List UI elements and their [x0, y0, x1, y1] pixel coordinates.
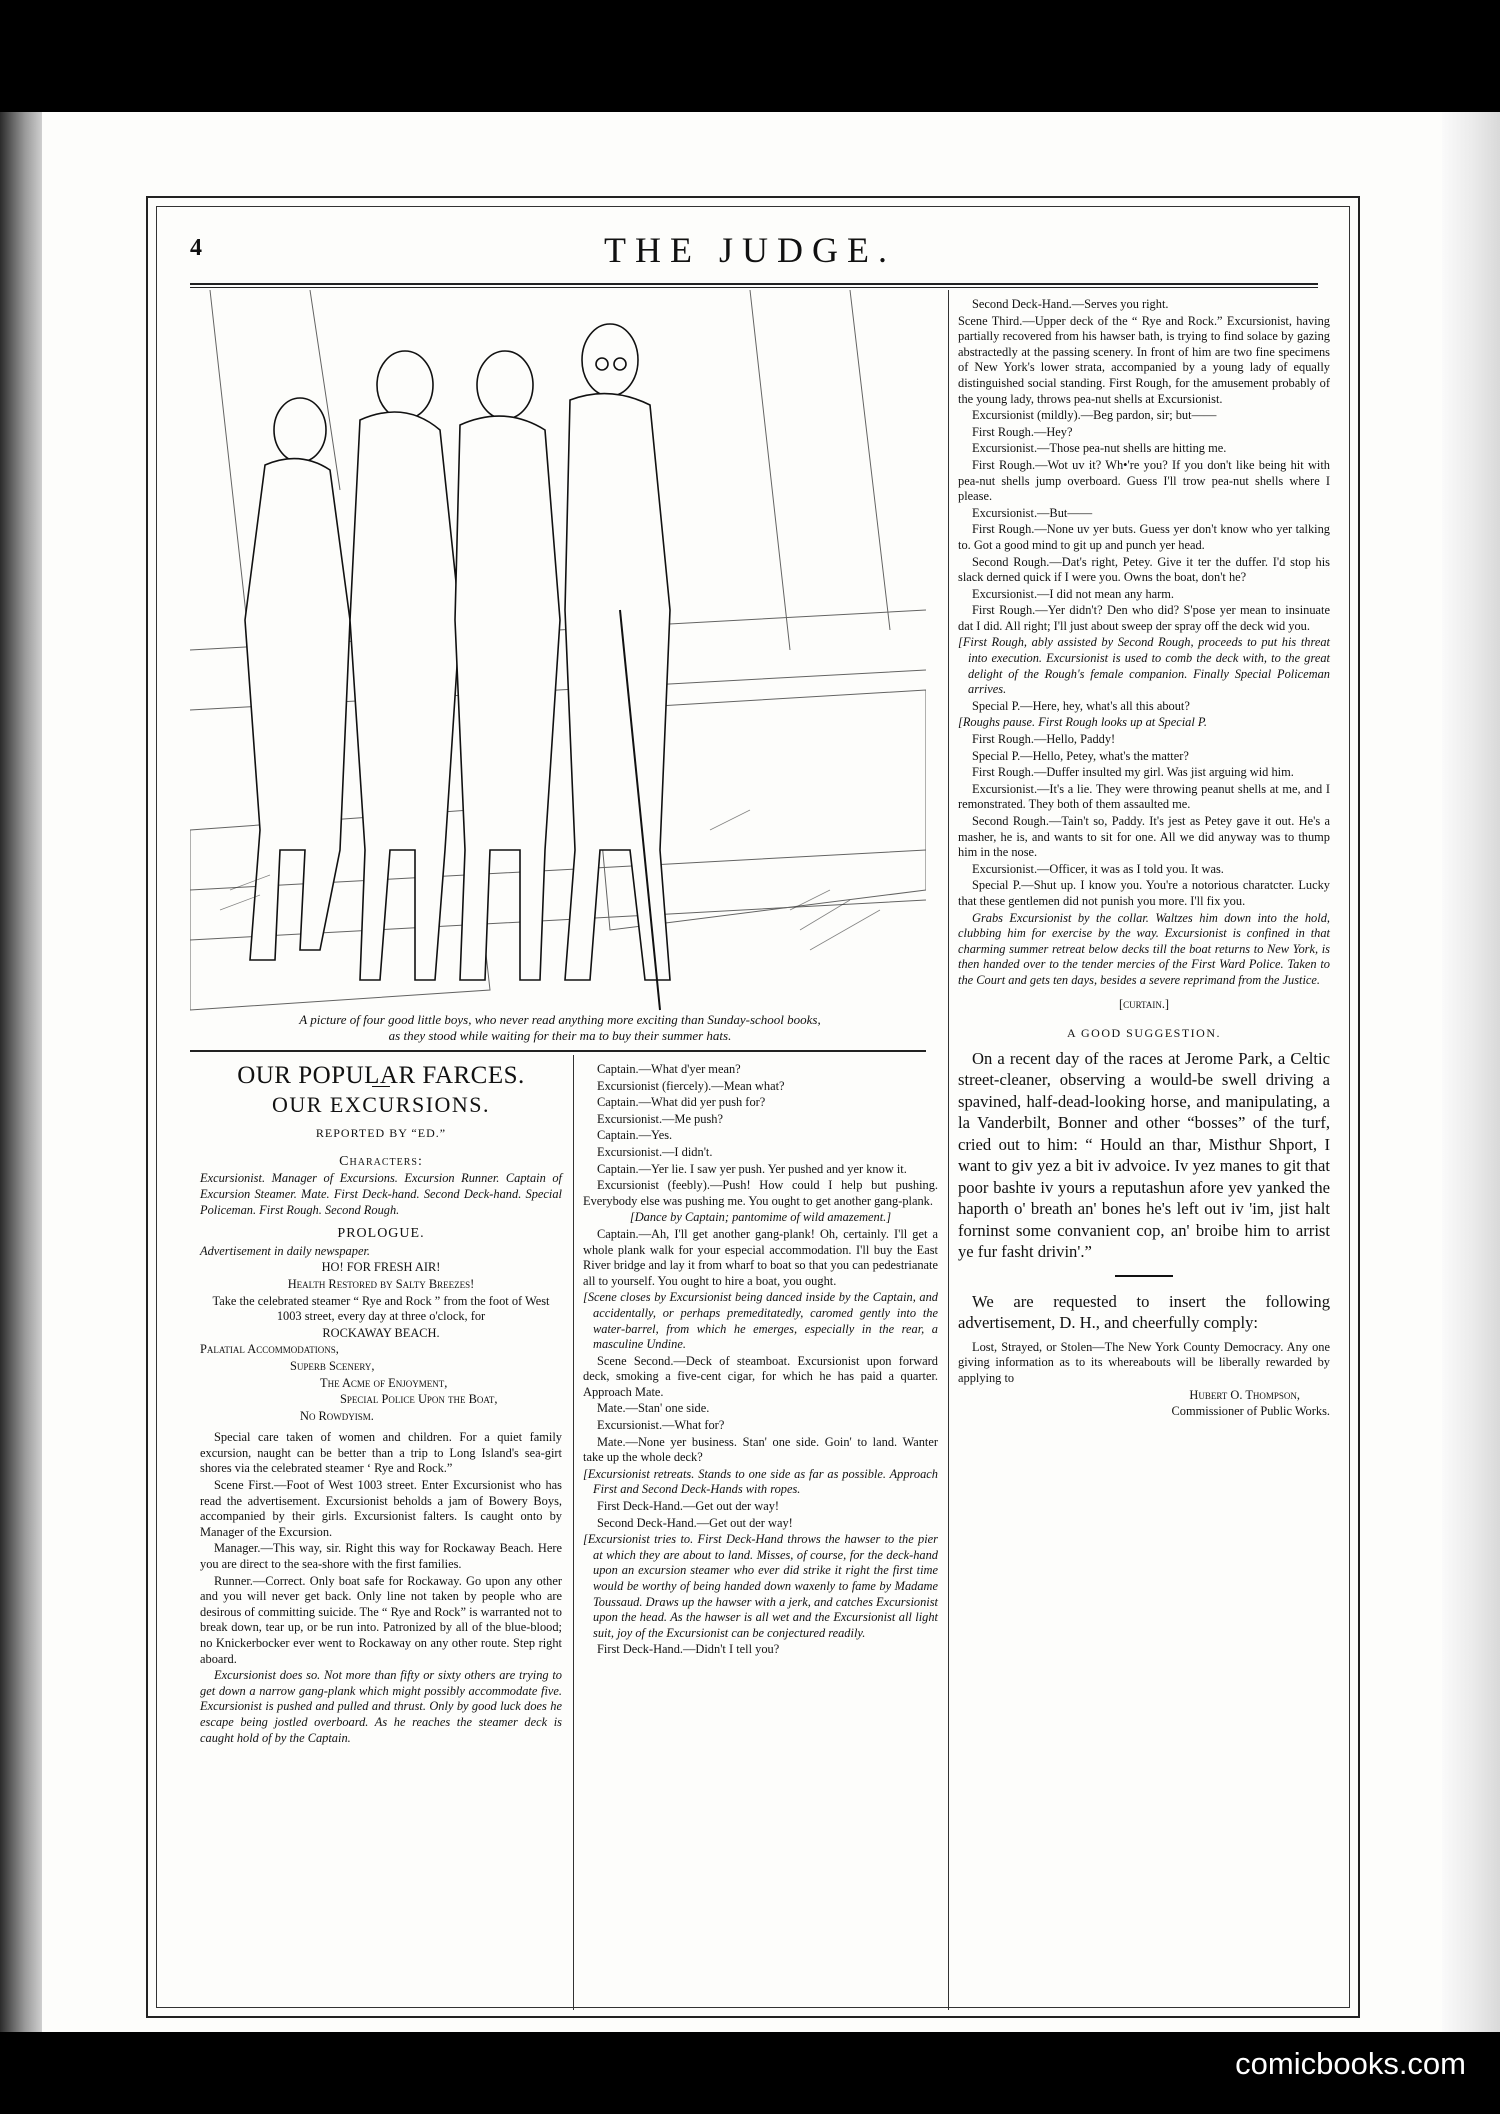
- ad-line-4: ROCKAWAY BEACH.: [322, 1325, 440, 1340]
- dialogue-line: Excursionist.—Those pea-nut shells are hitting me.: [972, 441, 1227, 456]
- article-byline: REPORTED BY “ED.”: [315, 1126, 447, 1141]
- dialogue-line: Second Rough.—Dat's right, Petey. Give it ter the duffer. I'd stop his slack derned quick if I were you. Owns the boat, don't he?: [958, 554, 1330, 585]
- good-suggestion: [958, 1026, 1330, 1334]
- masthead-rule: [190, 283, 1318, 285]
- ad-line-3: Take the celebrated steamer “ Rye and Rock ” from the foot of West 1003 street, every day at three o'clock, for: [212, 1293, 550, 1324]
- characters-title: Characters:: [339, 1153, 423, 1169]
- dialogue-line: First Rough.—None uv yer buts. Guess yer don't know who yer talking to. Got a good mind to git up and punch yer head.: [958, 522, 1330, 552]
- article-paragraph: Runner.—Correct. Only boat safe for Rockaway. Go upon any other and you will never get back. Only line not taken by people who are desirous of committing suicide. The “ Rye and Rock” is warranted not to break down, tear up, or be run into. Patronized by all of the blue-blood; no Knickerbocker ever went to Rockaway on any other route. Step right aboard.: [200, 1573, 562, 1666]
- article-subheadline: OUR EXCURSIONS.: [271, 1091, 491, 1117]
- dialogue-line: Special P.—Hello, Petey, what's the matter?: [972, 748, 1189, 763]
- section-divider: [1115, 1275, 1173, 1277]
- stage-direction: [Excursionist tries to. First Deck-Hand throws the hawser to the pier at which they are about to land. Misses, of course, for the deck-hand upon an excursion steamer who ever did strike it right the first time would be worthy of being handed down waxenly to fame by Madame Toussaud. Draws up the hawser with a jerk, and catches Excursionist upon the head. As the hawser is all wet and the Excursionist all light suit, joy of the Excursionist can be conjectured readily.: [583, 1532, 938, 1640]
- ad-line-9: No Rowdyism.: [300, 1408, 374, 1423]
- dialogue-line: Special P.—Here, hey, what's all this about?: [972, 698, 1190, 713]
- dialogue-line: Captain.—What d'yer mean?: [597, 1062, 741, 1076]
- dialogue-line: Mate.—Stan' one side.: [597, 1401, 710, 1416]
- article-paragraph: Special care taken of women and children. For a quiet family excursion, naught can be better than a trip to Long Island's sea-girt shores via the celebrated steamer ‘ Rye and Rock.”: [200, 1430, 562, 1476]
- ad-line-2: Health Restored by Salty Breezes!: [287, 1276, 475, 1291]
- dialogue-line: Captain.—What did yer push for?: [597, 1095, 766, 1110]
- dialogue-line: Captain.—Yer lie. I saw yer push. Yer pushed and yer know it.: [597, 1161, 907, 1176]
- prologue-title: PROLOGUE.: [337, 1226, 425, 1242]
- suggestion-title: A GOOD SUGGESTION.: [1066, 1026, 1221, 1041]
- dialogue-line: Excursionist (feebly).—Push! How could I help but pushing. Everybody else was pushing me. You ought to get another gang-plank.: [583, 1178, 938, 1208]
- book-binding: [0, 112, 42, 2032]
- stage-direction: [Scene closes by Excursionist being danced inside by the Captain, and accidentally, or perhaps premeditatedly, caromed gently into the water-barrel, from which he emerges, especially in the rear, a masculine Undine.: [583, 1290, 938, 1352]
- illustration-caption: [200, 1012, 920, 1044]
- dialogue-line: Captain.—Yes.: [597, 1128, 673, 1143]
- article-column-1: [200, 1062, 562, 1747]
- dialogue-line: Excursionist (fiercely).—Mean what?: [597, 1078, 785, 1093]
- dialogue-line: First Rough.—Hey?: [972, 424, 1073, 439]
- stage-direction: [Excursionist retreats. Stands to one side as far as possible. Approach First and Second Deck-Hands with ropes.: [583, 1466, 938, 1497]
- suggestion-text: On a recent day of the races at Jerome Park, a Celtic street-cleaner, observing a would-be swell driving a spavined, half-dead-looking horse, and manipulating, a la Vanderbilt, Bonner and other “bosses” of the turf, cried out to him: “ Hould an thar, Misthur Shport, I want to giv yez a bit iv advoice. Iv yez manes to git that poor bashte iv yours a reputashun afore yev yanked the haporth o' breath an' bones he's left out iv 'im, jist halt forninst some convanient cop, an' broibe him to arrist ye fur fasht drivin'.”: [958, 1048, 1330, 1262]
- stage-direction: [First Rough, ably assisted by Second Rough, proceeds to put his threat into execution. Excursionist is used to comb the deck with, to the great delight of the Rough's female companion. Finally Special Policeman arrives.: [958, 635, 1330, 697]
- article-column-3: [958, 297, 1330, 1421]
- dialogue-line: Scene Second.—Deck of steamboat. Excursionist upon forward deck, smoking a five-cent cigar, for which he has paid a quarter. Approach Mate.: [583, 1353, 938, 1399]
- dialogue-line: First Rough.—Wot uv it? Wh•'re you? If you don't like being hit with pea-nut shells jump overboard. Guess I'll trow pea-nut shells where I please.: [958, 457, 1330, 504]
- article-headline: OUR POPULAR FARCES.: [237, 1062, 525, 1089]
- dialogue-line: Mate.—None yer business. Stan' one side. Goin' to land. Wanter take up the whole deck?: [583, 1434, 938, 1465]
- dialogue-line: First Rough.—Duffer insulted my girl. Was jist arguing wid him.: [972, 765, 1294, 780]
- dialogue-line: Captain.—Ah, I'll get another gang-plank! Oh, certainly. I'll get a whole plank walk for your especial accommodation. I'll buy the East River bridge and lay it from wharf to boat so that you can pedestrianate all to yourself. You ought to hire a boat, you ought.: [583, 1226, 938, 1288]
- dialogue-line: Excursionist.—I didn't.: [597, 1144, 713, 1159]
- ad-line-8: Special Police Upon the Boat,: [340, 1392, 498, 1407]
- dialogue-line: Special P.—Shut up. I know you. You're a notorious charatcter. Lucky that these gentlemen did not punish you more. I'll fix you.: [958, 878, 1330, 908]
- dialogue-line: First Rough.—Yer didn't? Den who did? S'pose yer mean to insinuate dat I did. All right; I'll just about sweep der spray off the deck wid you.: [958, 603, 1330, 633]
- notice-body: Lost, Strayed, or Stolen—The New York County Democracy. Any one giving information as to its whereabouts will be liberally rewarded by applying to: [958, 1339, 1330, 1385]
- masthead-rule-thin: [190, 287, 1318, 288]
- caption-line-1: A picture of four good little boys, who never read anything more exciting than Sunday-school books,: [299, 1012, 821, 1027]
- stage-direction: [Dance by Captain; pantomime of wild amazement.]: [629, 1210, 892, 1225]
- dialogue-line: First Deck-Hand.—Get out der way!: [597, 1499, 780, 1514]
- next-page-edge: [1442, 112, 1500, 2032]
- article-paragraph: Scene First.—Foot of West 1003 street. Enter Excursionist who has read the advertisement. Excursionist beholds a jam of Bowery Boys, accompanied by their girls. Excursionist falters. Is caught onto by Manager of the Excursion.: [200, 1478, 562, 1539]
- notice-signer: Hubert O. Thompson,: [1189, 1387, 1300, 1402]
- stage-direction: Grabs Excursionist by the collar. Waltzes him down into the hold, clubbing him for exercise by the way. Excursionist is confined in that charming summer retreat below decks till the boat returns to New York, is then handed over to the tender mercies of the First Ward Police. Taken to the Court and gets ten days, besides a severe reprimand from the Justice.: [958, 910, 1330, 987]
- dialogue-line: Excursionist.—Me push?: [597, 1111, 723, 1126]
- dialogue-line: Excursionist.—But——: [972, 505, 1093, 520]
- masthead: THE JUDGE.: [604, 230, 896, 270]
- dialogue-line: Excursionist.—Officer, it was as I told you. It was.: [972, 861, 1224, 876]
- dialogue-line: Excursionist.—What for?: [597, 1418, 725, 1433]
- article-paragraph: Manager.—This way, sir. Right this way for Rockaway Beach. Here you are direct to the sea-shore with the first families.: [200, 1541, 562, 1572]
- dialogue-line: Second Rough.—Tain't so, Paddy. It's jest as Petey gave it out. He's a masher, he is, and wants to sit for one. All we did anyway was to thump him in the nose.: [958, 814, 1330, 860]
- column-rule-2: [948, 290, 949, 2010]
- ad-line-6: Superb Scenery,: [290, 1358, 375, 1373]
- dialogue-line: Excursionist.—It's a lie. They were throwing peanut shells at me, and I remonstrated. They both of them assaulted me.: [958, 781, 1330, 812]
- stage-direction: [Roughs pause. First Rough looks up at Special P.: [958, 715, 1207, 730]
- scene-heading: Scene Third.—Upper deck of the “ Rye and Rock.” Excursionist, having partially recovered from his hawser bath, is trying to find solace by gazing abstractedly at the passing scenery. In front of him are two fine specimens of New York's lower strata, accompanied by a young lady of equally distinguished social standing. First Rough, for the amusement probably of the young lady, throws pea-nut shells at Excursionist.: [958, 313, 1330, 406]
- dialogue-line: Excursionist (mildly).—Beg pardon, sir; but——: [972, 408, 1217, 423]
- notice-signer-title: Commissioner of Public Works.: [1171, 1404, 1330, 1419]
- site-watermark: comicbooks.com: [1235, 2046, 1466, 2081]
- article-paragraph: Excursionist does so. Not more than fifty or sixty others are trying to get down a narrow gang-plank which might possibly accommodate five. Excursionist is pushed and pulled and thrust. Only by good luck does he escape being jostled overboard. As he reaches the steamer deck is caught hold of by the Captain.: [200, 1668, 562, 1745]
- ad-line-7: The Acme of Enjoyment,: [320, 1375, 448, 1390]
- illustration-four-boys: [190, 290, 926, 1035]
- column-rule-1: [573, 1055, 574, 2010]
- illustration-bottom-rule: [190, 1050, 926, 1052]
- dialogue-line: Second Deck-Hand.—Serves you right.: [972, 297, 1169, 311]
- dialogue-line: First Rough.—Hello, Paddy!: [972, 732, 1116, 747]
- page-number: 4: [190, 235, 202, 261]
- article-column-2: [583, 1062, 938, 1659]
- ad-line-1: HO! FOR FRESH AIR!: [321, 1260, 441, 1275]
- curtain-note: [curtain.]: [1118, 996, 1170, 1011]
- dialogue-line: Excursionist.—I did not mean any harm.: [972, 586, 1174, 601]
- ad-line-5: Palatial Accommodations,: [200, 1342, 339, 1357]
- characters-list: Excursionist. Manager of Excursions. Excursion Runner. Captain of Excursion Steamer. Mate. First Deck-hand. Second Deck-hand. Special Policeman. First Rough. Second Rough.: [200, 1171, 562, 1217]
- prologue-intro: Advertisement in daily newspaper.: [200, 1243, 370, 1258]
- dialogue-line: Second Deck-Hand.—Get out der way!: [597, 1515, 793, 1530]
- dialogue-line: First Deck-Hand.—Didn't I tell you?: [597, 1642, 780, 1657]
- caption-line-2: as they stood while waiting for their ma to buy their summer hats.: [388, 1028, 732, 1043]
- notice-intro: We are requested to insert the following advertisement, D. H., and cheerfully comply:: [958, 1291, 1330, 1333]
